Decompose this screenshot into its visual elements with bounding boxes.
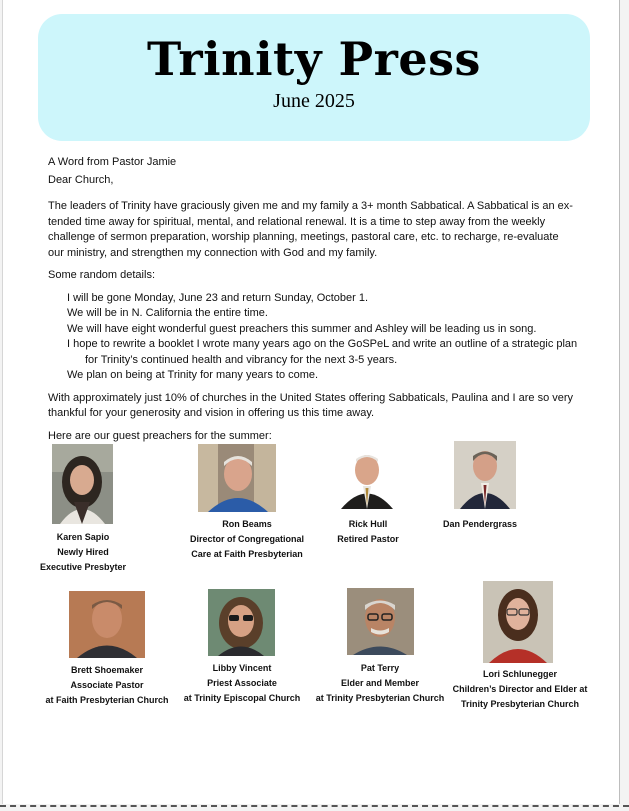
paragraph-2-line: With approximately just 10% of churches in the United States offering Sabbaticals, Paulina and I are so very [48, 391, 574, 404]
preacher-role: at Faith Presbyterian Church [45, 695, 169, 705]
detail-item: We will have eight wonderful guest preachers this summer and Ashley will be leading us in song. [67, 322, 537, 335]
preacher-name: Rick Hull [348, 519, 388, 529]
paragraph-1-line: The leaders of Trinity have graciously given me and my family a 3+ month Sabbatical. A Sabbatical is an ex- [48, 200, 573, 212]
paragraph-2-line: thankful for your generosity and vision in offering us this time away. [48, 407, 375, 419]
preacher-name: Ron Beams [222, 519, 272, 529]
preacher-role: at Trinity Episcopal Church [183, 693, 301, 703]
preacher-role: Associate Pastor [70, 680, 144, 690]
preacher-name: Karen Sapio [56, 532, 110, 542]
details-label: Some random details: [48, 269, 155, 281]
lori-schlunegger-photo [483, 581, 553, 663]
preacher-name: Lori Schlunegger [482, 669, 557, 679]
detail-item: We will be in N. California the entire time. [67, 307, 268, 319]
preacher-card-dan-pendergrass [430, 517, 530, 532]
libby-vincent-photo [208, 589, 275, 656]
preacher-role: at Trinity Presbyterian Church [315, 693, 445, 703]
preacher-card-brett-shoemaker [37, 663, 177, 708]
paragraph-1-line: tended time away for spiritual, mental, and relational renewal. It is a time to step away from the weekly [48, 215, 546, 228]
detail-item: I hope to rewrite a booklet I wrote many years ago on the GoSPeL and write an outline of a strategic plan [67, 338, 578, 350]
letter-body [48, 155, 593, 444]
detail-item-continued: for Trinity’s continued health and vibrancy for the next 3-5 years. [85, 353, 398, 366]
preachers-intro: Here are our guest preachers for the summer: [48, 429, 272, 442]
preacher-name: Dan Pendergrass [442, 519, 518, 529]
preacher-card-ron-beams [172, 517, 322, 562]
paragraph-2 [48, 391, 593, 422]
preacher-role: Elder and Member [340, 678, 420, 688]
newsletter-title: Trinity Press [147, 32, 481, 86]
preacher-name: Brett Shoemaker [70, 665, 144, 675]
pat-terry-photo [347, 588, 414, 655]
paragraph-1-line: our ministry, and strengthen my connection with God and my family. [48, 246, 378, 259]
preacher-card-rick-hull [318, 517, 418, 547]
rick-hull-photo [333, 446, 398, 509]
preacher-card-libby-vincent [172, 661, 312, 706]
preacher-card-karen-sapio [28, 530, 138, 575]
preacher-name: Pat Terry [360, 663, 400, 673]
issue-date: June 2025 [273, 90, 355, 112]
letter-heading: A Word from Pastor Jamie [48, 156, 177, 168]
salutation: Dear Church, [48, 173, 114, 186]
paragraph-1 [48, 199, 593, 261]
dan-pendergrass-photo [454, 441, 516, 509]
preacher-role: Director of Congregational [189, 534, 304, 544]
detail-item: I will be gone Monday, June 23 and return Sunday, October 1. [67, 291, 369, 304]
details-list [48, 291, 593, 384]
preacher-card-lori-schlunegger [446, 667, 594, 712]
preacher-role: Priest Associate [207, 678, 277, 688]
preacher-role: Executive Presbyter [39, 562, 127, 572]
brett-shoemaker-photo [69, 591, 145, 658]
preacher-role: Retired Pastor [337, 534, 399, 544]
paragraph-1-line: challenge of sermon preparation, worship planning, meetings, pastoral care, etc. to recharge, re-evaluate [48, 231, 559, 243]
preacher-role: Trinity Presbyterian Church [460, 699, 580, 709]
page-break-rule [0, 805, 629, 807]
detail-item: We plan on being at Trinity for many years to come. [67, 369, 319, 381]
preacher-name: Libby Vincent [212, 663, 272, 673]
ron-beams-photo [198, 444, 276, 512]
preacher-role: Care at Faith Presbyterian [191, 549, 303, 559]
preacher-role: Children’s Director and Elder at [452, 684, 588, 694]
masthead [38, 14, 590, 141]
karen-sapio-photo [52, 444, 113, 524]
preacher-card-pat-terry [310, 661, 450, 706]
preacher-role: Newly Hired [57, 547, 109, 557]
